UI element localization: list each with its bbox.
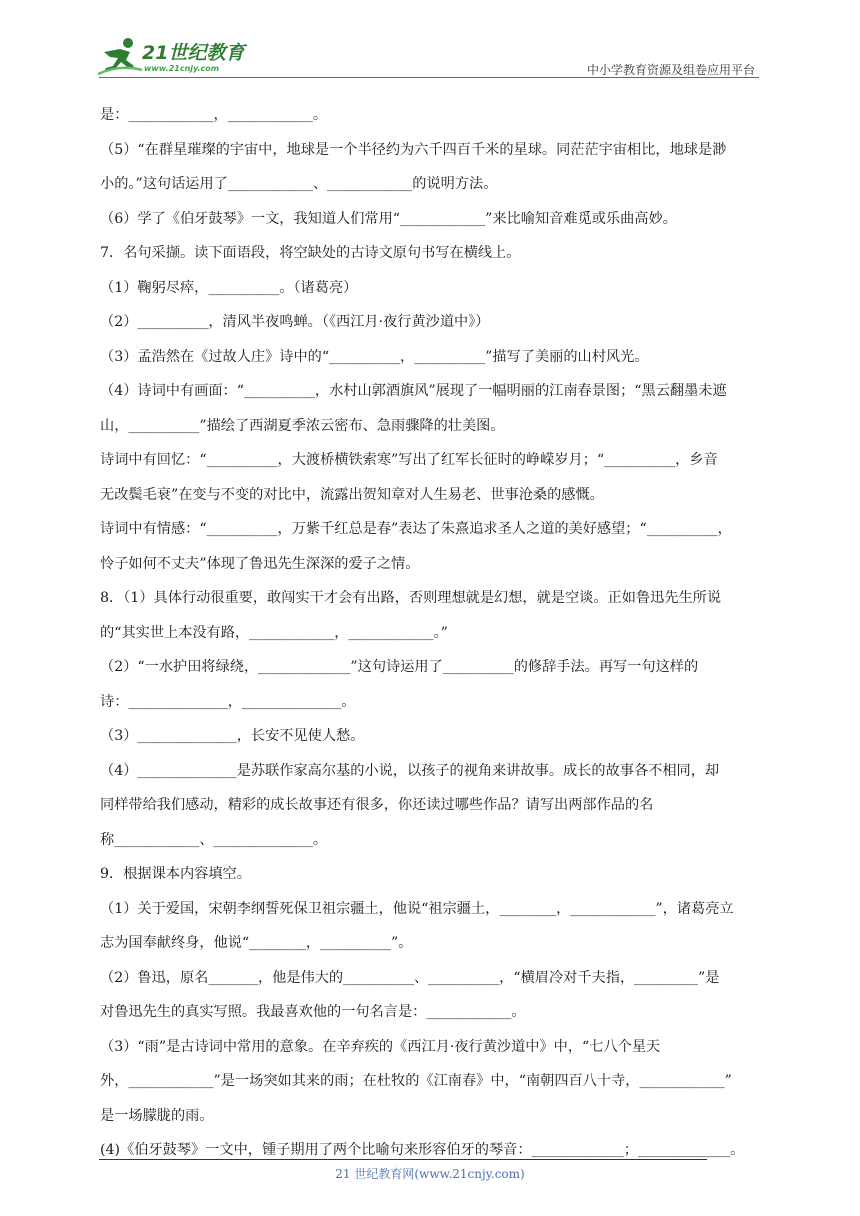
site-logo <box>96 36 266 78</box>
footer-divider <box>99 1159 707 1160</box>
text-line: （6）学了《伯牙鼓琴》一文，我知道人们常用“____________”来比喻知音难觅或乐曲高妙。 <box>100 210 677 227</box>
text-line: 是：____________，____________。 <box>100 107 328 123</box>
platform-title: 中小学教育资源及组卷应用平台 <box>586 63 755 77</box>
question-heading: 7．名句采撷。读下面语段，将空缺处的古诗文原句书写在横线上。 <box>100 245 521 261</box>
logo-text: 21世纪教育 <box>142 42 245 64</box>
text-line: （2）“一水护田将绿绕，_____________”这句诗运用了__________的修辞手法。再写一句这样的 <box>100 659 699 675</box>
text-line: 诗词中有情感：“__________，万紫千红总是春”表达了朱熹追求圣人之道的美好感望；“__________， <box>100 521 732 537</box>
text-line: 称____________、______________。 <box>100 831 328 848</box>
runner-logo-icon <box>96 36 144 78</box>
question-heading: 8．（1）具体行动很重要，敢闯实干才会有出路，否则理想就是幻想，就是空谈。正如鲁迅先生所说 <box>100 590 722 606</box>
text-line: 诗词中有回忆：“__________，大渡桥横铁索寒”写出了红军长征时的峥嵘岁月；“__________，乡音 <box>100 452 718 468</box>
text-line: 的“其实世上本没有路，____________，____________。” <box>100 624 448 641</box>
logo-url: www.21cnjy.com <box>144 64 220 73</box>
text-line: 诗：______________，______________。 <box>100 693 356 710</box>
text-line: 外，____________”是一场突如其来的雨；在杜牧的《江南春》中，“南朝四百八十寺，____________” <box>100 1073 732 1089</box>
text-line: 对鲁迅先生的真实写照。我最喜欢他的一句名言是：____________。 <box>100 1004 526 1020</box>
page-header <box>0 0 860 80</box>
text-line: （3）“雨”是古诗词中常用的意象。在辛弃疾的《西江月·夜行黄沙道中》中，“七八个星天 <box>100 1038 661 1055</box>
text-line: （5）“在群星璀璨的宇宙中，地球是一个半径约为六千四百千米的星球。同茫茫宇宙相比，地球是渺 <box>100 141 727 158</box>
footer-text: 21 世纪教育网(www.21cnjy.com) <box>335 1167 525 1181</box>
text-line: （4）______________是苏联作家高尔基的小说，以孩子的视角来讲故事。成长的故事各不相同，却 <box>100 762 720 779</box>
text-line: 志为国奉献终身，他说“________，__________”。 <box>100 935 413 951</box>
text-line: 山，__________”描绘了西湖夏季浓云密布、急雨骤降的壮美图。 <box>100 417 505 434</box>
text-line: （2）__________，清风半夜鸣蝉。（《西江月·夜行黄沙道中》） <box>100 314 490 330</box>
text-line: 无改鬓毛衰”在变与不变的对比中，流露出贺知章对人生易老、世事沧桑的感慨。 <box>100 486 604 503</box>
text-line: 怜子如何不丈夫”体现了鲁迅先生深深的爱子之情。 <box>100 555 420 572</box>
text-line: 是一场朦胧的雨。 <box>100 1107 214 1124</box>
text-line: 同样带给我们感动，精彩的成长故事还有很多，你还读过哪些作品？请写出两部作品的名 <box>100 797 654 813</box>
question-content <box>100 98 760 1168</box>
header-divider <box>99 77 759 78</box>
question-heading: 9．根据课本内容填空。 <box>100 866 251 882</box>
text-line: (4)《伯牙鼓琴》一文中，锺子期用了两个比喻句来形容伯牙的琴音：_____________；_____________。 <box>100 1142 745 1158</box>
text-line: 小的。”这句话运用了____________、____________的说明方法。 <box>100 176 498 192</box>
text-line: （3）______________，长安不见使人愁。 <box>100 728 365 744</box>
text-line: （2）鲁迅，原名_______，他是伟大的__________、__________，“横眉冷对千夫指，_________”是 <box>100 969 720 986</box>
text-line: （3）孟浩然在《过故人庄》诗中的“__________，__________”描写了美丽的山村风光。 <box>100 348 649 365</box>
text-line: （1）鞠躬尽瘁，__________。（诸葛亮） <box>100 279 358 296</box>
text-line: （4）诗词中有画面：“__________，水村山郭酒旗风”展现了一幅明丽的江南春景图；“黑云翻墨未遮 <box>100 383 727 399</box>
text-line: （1）关于爱国，宋朝李纲誓死保卫祖宗疆土，他说“祖宗疆土，________，____________”，诸葛亮立 <box>100 900 734 917</box>
